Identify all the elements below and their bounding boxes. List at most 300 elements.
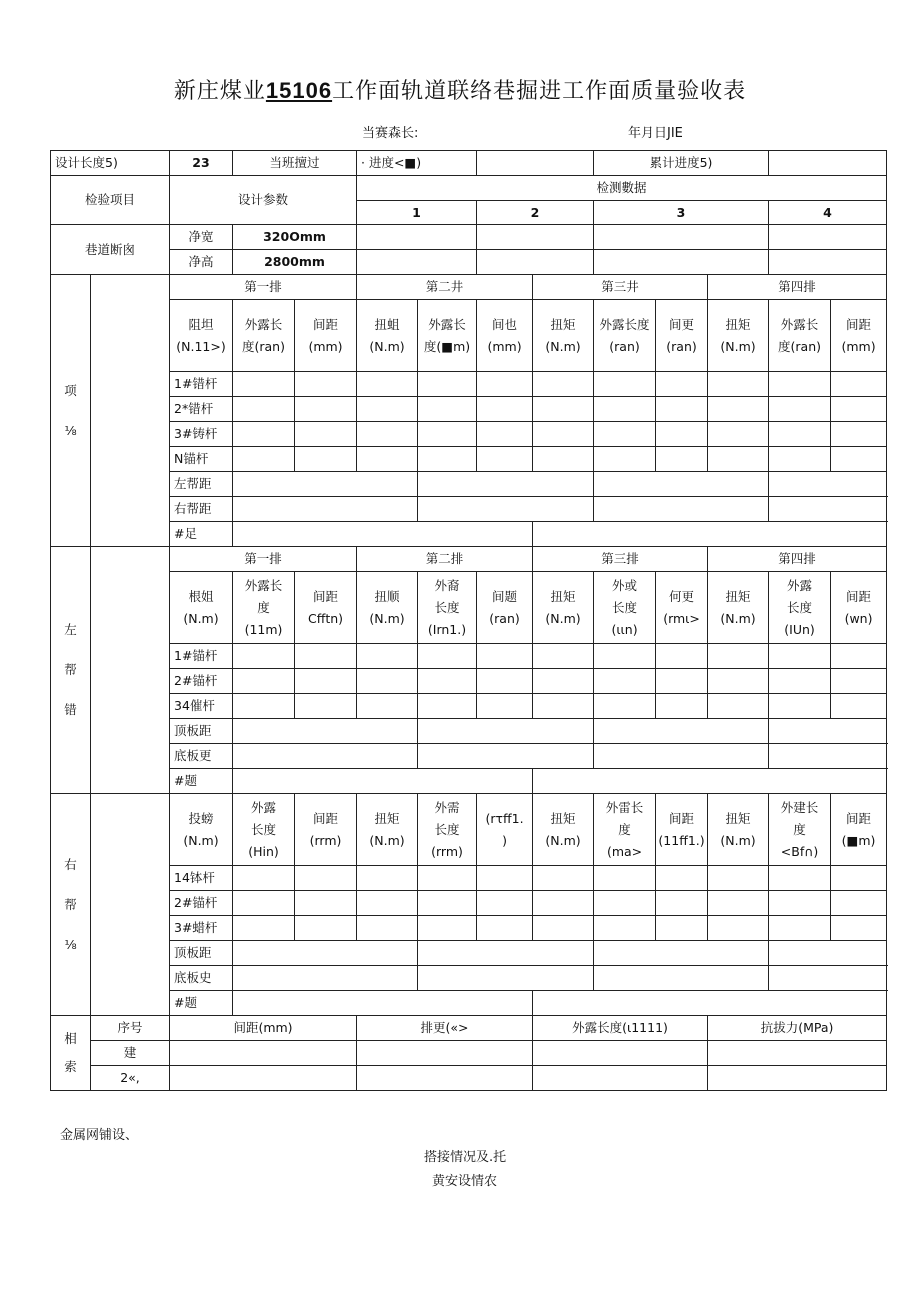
data-cell — [477, 891, 533, 916]
side-char: 右 — [64, 856, 77, 872]
column-header — [477, 794, 533, 866]
data-cell — [357, 891, 418, 916]
row-label: 2#锚杆 — [170, 669, 233, 694]
row-label: #题 — [170, 769, 233, 794]
column-header — [477, 572, 533, 644]
row-group-header: 第四排 — [708, 275, 887, 300]
header-line: (mm) — [308, 338, 343, 354]
row-label: 底板更 — [170, 744, 233, 769]
side-char: ⅛ — [64, 936, 77, 952]
data-cell — [769, 966, 887, 991]
data-cell — [233, 669, 295, 694]
header-line: ) — [502, 832, 507, 848]
data-cell — [233, 694, 295, 719]
header-line: 扭顺 — [374, 588, 400, 604]
data-col-header: 3 — [594, 201, 769, 225]
header-line: 长度 — [434, 599, 460, 615]
data-cell — [831, 447, 887, 472]
header-line: (wn) — [844, 610, 873, 626]
header-line: (N.m) — [545, 338, 581, 354]
data-cell — [477, 422, 533, 447]
data-cell — [233, 916, 295, 941]
data-cell — [594, 669, 656, 694]
data-cell — [418, 422, 477, 447]
header-line: 间距 — [313, 810, 339, 826]
data-cell — [769, 916, 831, 941]
data-cell — [708, 669, 769, 694]
misc-row-label: 2«, — [91, 1066, 170, 1091]
inspector-label: 当赛森长: — [362, 126, 419, 141]
column-header — [170, 572, 233, 644]
data-cell — [233, 891, 295, 916]
data-cell — [769, 497, 887, 522]
side-char: 索 — [64, 1059, 77, 1074]
data-cell — [233, 941, 418, 966]
column-header — [769, 572, 831, 644]
data-cell — [831, 916, 887, 941]
header-line: (mm) — [841, 338, 876, 354]
data-cell — [533, 991, 887, 1016]
data-cell — [769, 669, 831, 694]
header-line: 间距 — [313, 316, 339, 332]
data-cell — [831, 397, 887, 422]
data-cell — [769, 644, 831, 669]
header-line: 间也 — [492, 316, 518, 332]
header-line: (N.m) — [183, 610, 219, 626]
row-label: N锚杆 — [170, 447, 233, 472]
height-label: 净高 — [170, 250, 233, 275]
header-line: (ma> — [606, 843, 643, 859]
data-cell — [708, 397, 769, 422]
data-cell — [769, 866, 831, 891]
design-length-value: 23 — [170, 151, 233, 176]
data-cell — [418, 694, 477, 719]
data-cell — [418, 644, 477, 669]
inspection-table — [50, 150, 887, 1091]
header-line: 长度 — [250, 821, 276, 837]
header-line: 间距 — [846, 588, 872, 604]
header-line: 外建长 — [780, 799, 819, 815]
data-cell — [295, 866, 357, 891]
data-cell — [769, 372, 831, 397]
header-line: (Hin) — [248, 843, 279, 859]
column-header — [769, 300, 831, 372]
column-header — [708, 572, 769, 644]
data-cell — [708, 422, 769, 447]
data-cell — [656, 447, 708, 472]
row-label: 顶板距 — [170, 719, 233, 744]
header-line: (mm) — [487, 338, 522, 354]
data-cell — [708, 447, 769, 472]
data-cell — [357, 669, 418, 694]
data-cell — [656, 422, 708, 447]
data-cell — [708, 372, 769, 397]
data-cell — [533, 447, 594, 472]
column-header — [477, 300, 533, 372]
header-line: (rτff1. — [485, 810, 524, 826]
progress-value — [477, 151, 594, 176]
data-cell — [357, 422, 418, 447]
inspect-item-header: 检验项目 — [51, 176, 170, 225]
row-label: 顶板距 — [170, 941, 233, 966]
header-line: 扭矩 — [550, 588, 576, 604]
header-line: 间距 — [846, 316, 872, 332]
column-header — [357, 572, 418, 644]
data-cell — [418, 891, 477, 916]
measured-data-header: 检测數据 — [357, 176, 887, 201]
header-line: 扭矩 — [550, 316, 576, 332]
data-cell — [170, 1066, 357, 1091]
header-line: 外露长 — [244, 316, 283, 332]
column-header — [656, 794, 708, 866]
data-cell — [418, 719, 594, 744]
row-label: #题 — [170, 991, 233, 1016]
column-header — [170, 794, 233, 866]
column-header — [233, 794, 295, 866]
data-cell — [594, 744, 769, 769]
data-cell — [233, 472, 418, 497]
column-header — [233, 572, 295, 644]
width-value: 320Omm — [233, 225, 357, 250]
data-cell — [831, 694, 887, 719]
data-cell — [418, 397, 477, 422]
column-header — [656, 572, 708, 644]
data-cell — [418, 669, 477, 694]
data-cell — [533, 522, 887, 547]
data-cell — [295, 372, 357, 397]
header-line: 间距 — [669, 810, 695, 826]
data-cell — [769, 891, 831, 916]
row-label: 2*错杆 — [170, 397, 233, 422]
header-line: (N.m) — [545, 832, 581, 848]
header-line: 外雷长 — [605, 799, 644, 815]
data-cell — [418, 941, 594, 966]
column-header — [357, 300, 418, 372]
header-line: 长度 — [612, 599, 638, 615]
data-cell — [357, 250, 477, 275]
data-col-header: 2 — [477, 201, 594, 225]
data-cell — [831, 422, 887, 447]
row-group-header: 第一排 — [170, 275, 357, 300]
data-cell — [594, 719, 769, 744]
row-label: 1#锚杆 — [170, 644, 233, 669]
row-label: 左帮距 — [170, 472, 233, 497]
data-cell — [594, 250, 769, 275]
design-param-header: 设计参数 — [170, 176, 357, 225]
header-line: 何更 — [669, 588, 695, 604]
data-col-header: 4 — [769, 201, 887, 225]
data-cell — [418, 497, 594, 522]
header-line: 根姐 — [188, 588, 214, 604]
footer-overlap: 搭接情况及.托 — [424, 1150, 507, 1165]
header-line: (N.m) — [369, 610, 405, 626]
blank-cell — [91, 794, 170, 1016]
row-group-header: 第四排 — [708, 547, 887, 572]
column-header — [831, 300, 887, 372]
data-cell — [233, 644, 295, 669]
data-cell — [708, 644, 769, 669]
data-cell — [533, 694, 594, 719]
misc-header: 外露长度(ι1111) — [533, 1016, 708, 1041]
column-header — [295, 794, 357, 866]
data-cell — [708, 1041, 887, 1066]
blank-cell — [91, 547, 170, 794]
data-cell — [357, 1066, 533, 1091]
misc-row-label: 建 — [91, 1041, 170, 1066]
header-line: (IUn) — [784, 621, 815, 637]
data-cell — [477, 397, 533, 422]
shift-progress-label: 当班擅过 — [233, 151, 357, 176]
side-char: 项 — [64, 382, 77, 398]
header-line: 外露 — [787, 577, 813, 593]
header-line: 外裔 — [434, 577, 460, 593]
data-cell — [594, 916, 656, 941]
header-line: (ran) — [489, 610, 520, 626]
data-cell — [594, 866, 656, 891]
data-cell — [233, 497, 418, 522]
data-cell — [831, 644, 887, 669]
header-line: 扭矩 — [725, 810, 751, 826]
left-side-label — [51, 547, 91, 794]
data-cell — [418, 866, 477, 891]
misc-header: 序号 — [91, 1016, 170, 1041]
row-group-header: 第一排 — [170, 547, 357, 572]
data-cell — [656, 372, 708, 397]
column-header — [418, 794, 477, 866]
header-line: (N.m) — [720, 832, 756, 848]
row-group-header: 第三井 — [533, 275, 708, 300]
header-line: 外露长 — [780, 316, 819, 332]
header-line: Cfftn) — [307, 610, 344, 626]
data-cell — [418, 472, 594, 497]
data-cell — [233, 447, 295, 472]
data-cell — [233, 769, 533, 794]
data-cell — [769, 694, 831, 719]
data-cell — [769, 225, 887, 250]
top-side-label — [51, 275, 91, 547]
column-header — [594, 572, 656, 644]
data-cell — [357, 372, 418, 397]
data-cell — [594, 644, 656, 669]
header-line: 扭矩 — [725, 588, 751, 604]
header-line: 投螃 — [188, 810, 214, 826]
header-line: 扭蛆 — [374, 316, 400, 332]
header-line: (ran) — [609, 338, 640, 354]
data-cell — [233, 522, 533, 547]
header-line: 长度 — [787, 599, 813, 615]
data-cell — [533, 916, 594, 941]
data-cell — [418, 744, 594, 769]
header-line: (N.m) — [720, 610, 756, 626]
side-char: 相 — [64, 1031, 77, 1046]
data-cell — [233, 397, 295, 422]
header-line: 长度 — [434, 821, 460, 837]
data-cell — [477, 250, 594, 275]
header-line: 外露长 — [244, 577, 283, 593]
data-cell — [170, 1041, 357, 1066]
data-cell — [418, 916, 477, 941]
data-cell — [594, 891, 656, 916]
data-cell — [769, 472, 887, 497]
data-cell — [233, 966, 418, 991]
column-header — [831, 572, 887, 644]
data-cell — [233, 744, 418, 769]
column-header — [295, 572, 357, 644]
column-header — [418, 572, 477, 644]
cumulative-value — [769, 151, 887, 176]
row-label: 34催杆 — [170, 694, 233, 719]
data-cell — [295, 422, 357, 447]
data-cell — [295, 397, 357, 422]
data-cell — [594, 397, 656, 422]
side-char: 帮 — [64, 896, 77, 912]
data-cell — [533, 1066, 708, 1091]
data-cell — [533, 397, 594, 422]
row-label: 3#铸杆 — [170, 422, 233, 447]
data-cell — [708, 891, 769, 916]
column-header — [533, 300, 594, 372]
data-cell — [357, 694, 418, 719]
header-line: (rrm) — [309, 832, 342, 848]
header-line: 度(ran) — [242, 338, 285, 354]
row-label: 1#错杆 — [170, 372, 233, 397]
data-cell — [769, 397, 831, 422]
header-line: (N.m) — [183, 832, 219, 848]
row-group-header: 第二排 — [357, 547, 533, 572]
header-line: 间题 — [492, 588, 518, 604]
data-cell — [357, 225, 477, 250]
row-group-header: 第二井 — [357, 275, 533, 300]
data-cell — [533, 669, 594, 694]
data-cell — [656, 669, 708, 694]
misc-header: 间距(mm) — [170, 1016, 357, 1041]
data-cell — [594, 941, 769, 966]
column-header — [233, 300, 295, 372]
header-line: (N.m) — [720, 338, 756, 354]
header-line: 外需 — [434, 799, 460, 815]
header-line: (N.m) — [545, 610, 581, 626]
data-cell — [477, 669, 533, 694]
header-line: 扭矩 — [725, 316, 751, 332]
row-label: 14钵杆 — [170, 866, 233, 891]
data-cell — [656, 694, 708, 719]
column-header — [594, 794, 656, 866]
row-label: 2#锚杆 — [170, 891, 233, 916]
misc-header: 排更(«> — [357, 1016, 533, 1041]
data-cell — [295, 891, 357, 916]
height-value: 2800mm — [233, 250, 357, 275]
row-label: 右帮距 — [170, 497, 233, 522]
data-cell — [233, 422, 295, 447]
header-line: 外露长度 — [599, 316, 650, 332]
column-header — [594, 300, 656, 372]
row-label: #足 — [170, 522, 233, 547]
column-header — [656, 300, 708, 372]
data-cell — [357, 644, 418, 669]
data-cell — [656, 891, 708, 916]
data-cell — [233, 866, 295, 891]
footer-install: 黄安设情农 — [432, 1174, 498, 1189]
header-line: (11m) — [244, 621, 283, 637]
header-line: (11ff1.) — [658, 832, 705, 848]
header-line: (rmι> — [663, 610, 700, 626]
header-line: (Irn1.) — [427, 621, 467, 637]
header-line: 阻坦 — [188, 316, 214, 332]
header-line: <Bf∩) — [780, 843, 819, 859]
data-cell — [594, 472, 769, 497]
data-cell — [769, 447, 831, 472]
data-cell — [594, 497, 769, 522]
header-line: 外露 — [250, 799, 276, 815]
data-cell — [295, 694, 357, 719]
column-header — [295, 300, 357, 372]
data-cell — [769, 250, 887, 275]
data-cell — [357, 1041, 533, 1066]
data-cell — [769, 941, 887, 966]
right-side-label — [51, 794, 91, 1016]
data-cell — [594, 694, 656, 719]
data-cell — [295, 916, 357, 941]
data-cell — [533, 422, 594, 447]
header-line: (■m) — [841, 832, 876, 848]
section-label: 巷道断囪 — [51, 225, 170, 275]
data-cell — [477, 916, 533, 941]
header-line: 度(■m) — [423, 338, 471, 354]
footer-mesh: 金属网铺设、 — [60, 1128, 139, 1143]
data-cell — [594, 966, 769, 991]
data-cell — [831, 372, 887, 397]
row-label: 底板史 — [170, 966, 233, 991]
data-cell — [831, 891, 887, 916]
data-cell — [769, 744, 887, 769]
data-cell — [477, 225, 594, 250]
side-char: 左 — [64, 622, 77, 637]
data-cell — [233, 719, 418, 744]
header-line: 扭矩 — [550, 810, 576, 826]
data-cell — [533, 769, 887, 794]
data-cell — [708, 694, 769, 719]
data-cell — [594, 447, 656, 472]
data-cell — [831, 669, 887, 694]
header-line: (N.m) — [369, 832, 405, 848]
blank-cell — [91, 275, 170, 547]
column-header — [708, 794, 769, 866]
misc-side-label — [51, 1016, 91, 1091]
data-cell — [831, 866, 887, 891]
page-title: 新庄煤业15106工作面轨道联络巷掘进工作面质量验收表 — [173, 78, 747, 104]
column-header — [170, 300, 233, 372]
side-char: 帮 — [64, 662, 77, 677]
data-cell — [477, 447, 533, 472]
data-cell — [708, 916, 769, 941]
data-cell — [533, 891, 594, 916]
header-line: 间距 — [846, 810, 872, 826]
data-cell — [357, 397, 418, 422]
header-line: 外或 — [612, 577, 638, 593]
header-line: 度 — [257, 599, 270, 615]
data-cell — [418, 966, 594, 991]
data-cell — [295, 447, 357, 472]
column-header — [708, 300, 769, 372]
column-header — [533, 572, 594, 644]
data-cell — [656, 916, 708, 941]
header-line: 外露长 — [428, 316, 466, 332]
header-line: 间距 — [313, 588, 339, 604]
data-cell — [357, 916, 418, 941]
column-header — [769, 794, 831, 866]
data-cell — [769, 719, 887, 744]
data-cell — [357, 447, 418, 472]
